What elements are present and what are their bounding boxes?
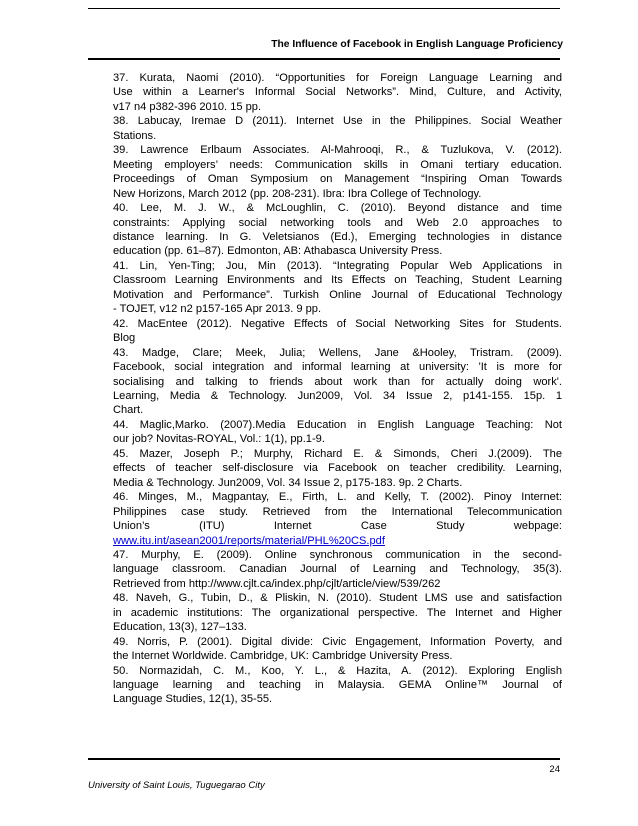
reference-line: 38. Labucay, Iremae D (2011). Internet Use in the Philippines. Social Weather: [113, 115, 562, 128]
reference-line: 43. Madge, Clare; Meek, Julia; Wellens, Jane &Hooley, Tristram. (2009).: [113, 346, 562, 359]
reference-line: Media & Technology. Jun2009, Vol. 34 Issue 2, p175-183. 9p. 2 Charts.: [113, 476, 463, 489]
reference-line: Stations.: [113, 129, 157, 142]
reference-entry: [113, 548, 562, 591]
reference-line: 37. Kurata, Naomi (2010). “Opportunities for Foreign Language Learning and: [113, 72, 562, 84]
reference-entry: [113, 591, 562, 634]
reference-line: the Internet Worldwide. Cambridge, UK: Cambridge University Press.: [113, 650, 453, 663]
reference-line: language classroom. Canadian Journal of Learning and Technology, 35(3).: [113, 563, 562, 576]
running-header-title: The Influence of Facebook in English Language Proficiency: [271, 39, 563, 50]
reference-line: Chart.: [113, 404, 144, 417]
reference-line: Meeting employers’ needs: Communication skills in Omani tertiary education.: [113, 158, 562, 171]
reference-line: Motivation and Performance”. Turkish Online Journal of Educational Technology: [113, 288, 562, 301]
reference-line: Use within a Learner's Informal Social Networks”. Mind, Culture, and Activity,: [113, 86, 562, 99]
page-number: 24: [549, 764, 560, 775]
reference-entry: [113, 418, 562, 447]
reference-line: our job? Novitas-ROYAL, Vol.: 1(1), pp.1-9.: [113, 433, 325, 446]
reference-entry: [113, 259, 562, 317]
reference-line: v17 n4 p382-396 2010. 15 pp.: [113, 100, 262, 113]
reference-entry: [113, 346, 562, 418]
reference-entry: [113, 447, 562, 490]
reference-line: language learning and teaching in Malaysia. GEMA Online™ Journal of: [113, 679, 562, 692]
footer-institution: University of Saint Louis, Tuguegarao City: [88, 780, 265, 791]
reference-url-link[interactable]: www.itu.int/asean2001/reports/material/PHL%20CS.pdf: [113, 534, 385, 547]
reference-line: 46. Minges, M., Magpantay, E., Firth, L. and Kelly, T. (2002). Pinoy Internet:: [113, 491, 562, 504]
reference-line: Retrieved from http://www.cjlt.ca/index.php/cjlt/article/view/539/262: [113, 577, 441, 590]
reference-line: - TOJET, v12 n2 p157-165 Apr 2013. 9 pp.: [113, 303, 322, 316]
reference-entry: [113, 114, 562, 143]
reference-line: Classroom Learning Environments and Its Effects on Teaching, Student Learning: [113, 274, 562, 287]
header-rule: [88, 58, 560, 60]
reference-line: Learning, Media & Technology. Jun2009, Vol. 34 Issue 2, p141-155. 15p. 1: [113, 389, 562, 402]
reference-line: constraints: Applying social networking tools and Web 2.0 approaches to: [113, 216, 562, 229]
reference-line: 49. Norris, P. (2001). Digital divide: Civic Engagement, Information Poverty, and: [113, 635, 562, 648]
top-rule: [88, 8, 560, 9]
reference-entry: [113, 143, 562, 201]
footer-rule: [88, 758, 560, 760]
reference-entry: [113, 635, 562, 664]
reference-line: 41. Lin, Yen-Ting; Jou, Min (2013). “Integrating Popular Web Applications in: [113, 259, 562, 272]
reference-entry: [113, 664, 562, 707]
reference-list: [113, 71, 562, 707]
reference-line: 42. MacEntee (2012). Negative Effects of Social Networking Sites for Students.: [113, 317, 562, 330]
reference-line: Proceedings of Oman Symposium on Management “Inspiring Oman Towards: [113, 173, 562, 186]
reference-line: in academic institutions: The organizational perspective. The Internet and Higher: [113, 606, 562, 619]
reference-line: Union’s (ITU) Internet Case Study webpage:: [113, 520, 562, 533]
reference-entry: [113, 490, 562, 548]
reference-line: Philippines case study. Retrieved from the International Telecommunication: [113, 505, 562, 518]
reference-line: 47. Murphy, E. (2009). Online synchronous communication in the second-: [113, 548, 562, 561]
reference-line: socialising and talking to friends about work than for actually doing work'.: [113, 375, 562, 388]
reference-entry: [113, 317, 562, 346]
reference-line: 48. Naveh, G., Tubin, D., & Pliskin, N. (2010). Student LMS use and satisfaction: [113, 592, 562, 605]
reference-entry: [113, 71, 562, 114]
reference-line: 44. Maglic,Marko. (2007).Media Education in English Language Teaching: Not: [113, 418, 562, 431]
reference-line: 39. Lawrence Erlbaum Associates. Al-Mahrooqi, R., & Tuzlukova, V. (2012).: [113, 144, 562, 157]
reference-line: New Horizons, March 2012 (pp. 208-231). Ibra: Ibra College of Technology.: [113, 187, 482, 200]
reference-line: 45. Mazer, Joseph P.; Murphy, Richard E. & Simonds, Cheri J.(2009). The: [113, 447, 562, 460]
reference-line: Blog: [113, 332, 136, 345]
reference-line: 50. Normazidah, C. M., Koo, Y. L., & Hazita, A. (2012). Exploring English: [113, 664, 562, 677]
reference-line: Language Studies, 12(1), 35-55.: [113, 693, 273, 706]
reference-line: effects of teacher self-disclosure via Facebook on teacher credibility. Learning,: [113, 462, 562, 475]
reference-line: 40. Lee, M. J. W., & McLoughlin, C. (2010). Beyond distance and time: [113, 202, 562, 215]
reference-line: Education, 13(3), 127–133.: [113, 621, 247, 634]
reference-line: distance learning. In G. Veletsianos (Ed.), Emerging technologies in distance: [113, 230, 562, 243]
reference-entry: [113, 201, 562, 259]
reference-line: Facebook, social integration and informal learning at university: 'It is more for: [113, 361, 562, 374]
reference-line: education (pp. 61–87). Edmonton, AB: Athabasca University Press.: [113, 245, 443, 258]
